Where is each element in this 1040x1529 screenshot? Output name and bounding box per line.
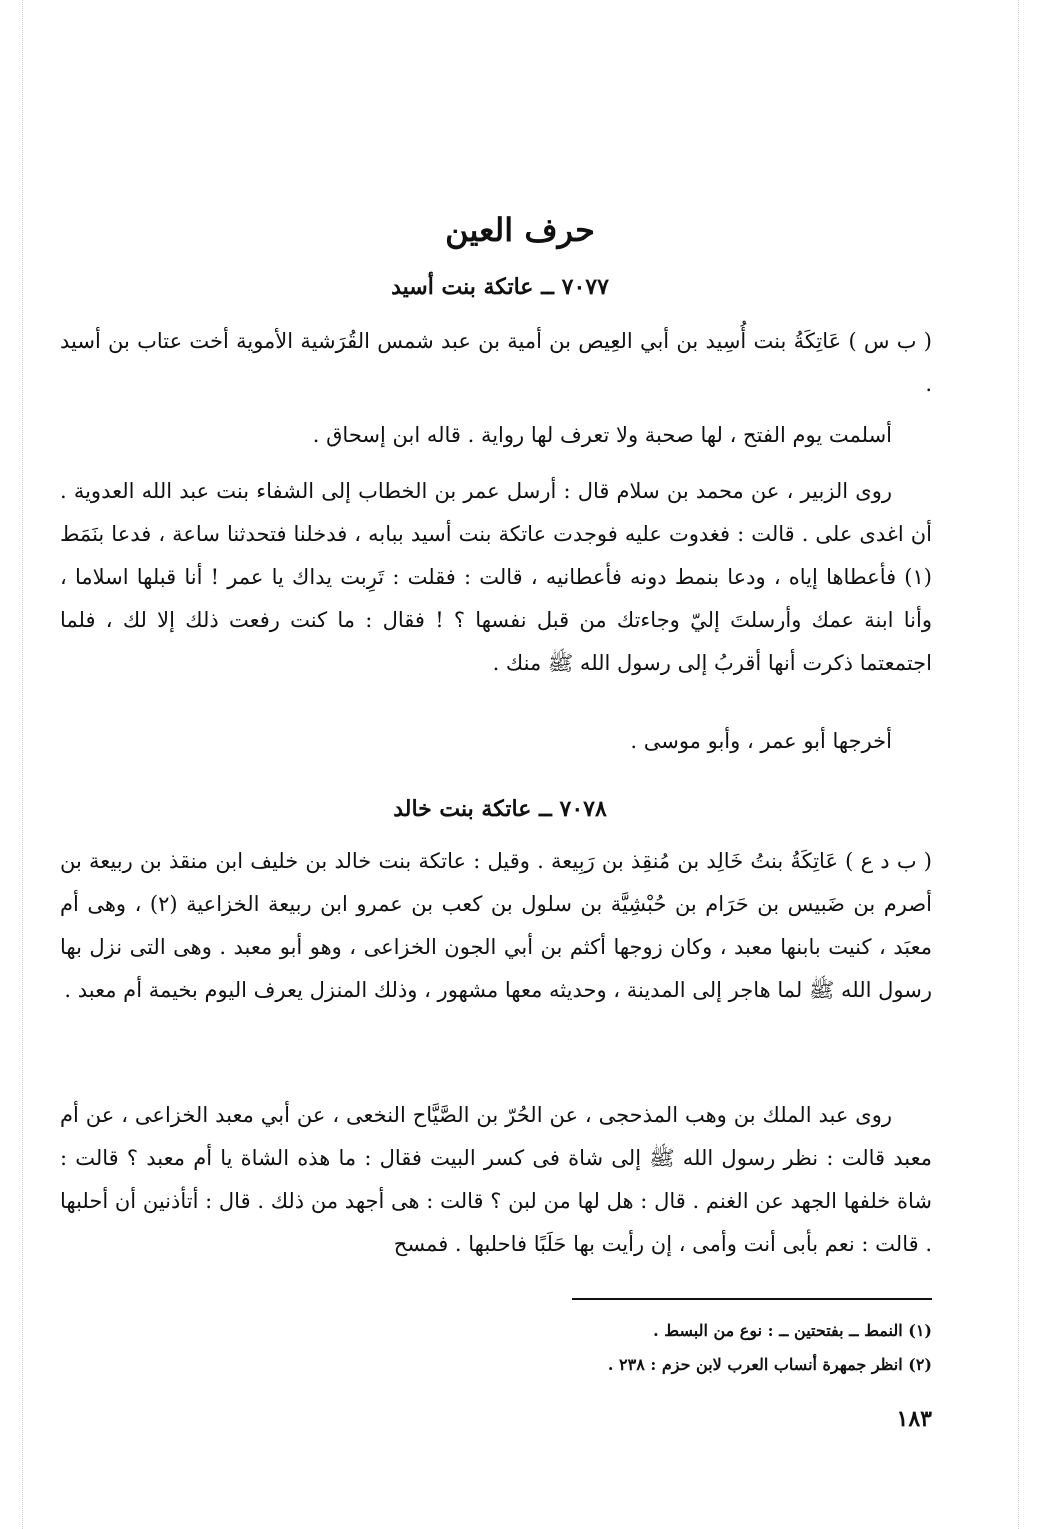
entry-heading-7077: ٧٠٧٧ ــ عاتكة بنت أسيد — [391, 274, 609, 300]
entry-7078-paragraph-1: ( ب د ع ) عَاتِكَةُ بنتُ خَالِد بن مُنقِذ بن رَبِيعة . وقيل : عاتكة بنت خالد بن خليف ابن منقذ بن ربيعة بن أصرم بن ضَبيس بن حَرَام بن حُبْشِيَّة بن سلول بن كعب بن عمرو ابن ربيعة الخزاعية (٢) ، وهى أم معبَد ، كنيت بابنها معبد ، وكان زوجها أكثم بن أبي الجون الخزاعى ، وهو أبو معبد . وهى التى نزل بها رسول الله ﷺ لما هاجر إلى المدينة ، وحديثه معها مشهور ، وذلك المنزل يعرف اليوم بخيمة أم معبد . — [60, 849, 932, 1002]
footnote-2: (٢) انظر جمهرة أنساب العرب لابن حزم : ٢٣٨ . — [607, 1355, 932, 1374]
entry-7077-paragraph-2: أسلمت يوم الفتح ، لها صحبة ولا تعرف لها رواية . قاله ابن إسحاق . — [312, 423, 892, 447]
chapter-title: حرف العين — [445, 211, 595, 249]
entry-7077-paragraph-3: روى الزبير ، عن محمد بن سلام قال : أرسل عمر بن الخطاب إلى الشفاء بنت عبد الله العدوية . أن اغدى على . قالت : فغدوت عليه فوجدت عاتكة بنت أسيد ببابه ، فدخلنا فتحدثنا ساعة ، فدعا بنَمَط (١) فأعطاها إياه ، ودعا بنمط دونه فأعطانيه ، قالت : فقلت : تَرِبت يداك يا عمر ! أنا قبلها اسلاما ، وأنا ابنة عمك وأرسلتَ إليّ وجاءتك من قبل نفسها ؟ ! فقال : ما كنت رفعت ذلك إلا لك ، فلما اجتمعتما ذكرت أنها أقربُ إلى رسول الله ﷺ منك . — [60, 479, 932, 675]
footnote-separator — [572, 1298, 932, 1300]
entry-7077-paragraph-4: أخرجها أبو عمر ، وأبو موسى . — [630, 729, 892, 753]
entry-7078-paragraph-2: روى عبد الملك بن وهب المذحجى ، عن الحُرّ بن الصَّيَّاح النخعى ، عن أبي معبد الخزاعى ، عن أم معبد قالت : نظر رسول الله ﷺ إلى شاة فى كسر البيت فقال : ما هذه الشاة يا أم معبد ؟ قالت : شاة خلفها الجهد عن الغنم . قال : هل لها من لبن ؟ قالت : هى أجهد من ذلك . قال : أتأذنين أن أحلبها . قالت : نعم بأبى أنت وأمى ، إن رأيت بها حَلَبًا فاحلبها . فمسح — [60, 1103, 932, 1256]
entry-7077-paragraph-1: ( ب س ) عَاتِكَةُ بنت أُسِيد بن أبي العِيص بن أمية بن عبد شمس القُرَشية الأموية أخت عتاب بن أسيد . — [60, 329, 932, 396]
footnote-1: (١) النمط ــ بفتحتين ــ : نوع من البسط . — [653, 1321, 932, 1340]
entry-heading-7078: ٧٠٧٨ ــ عاتكة بنت خالد — [393, 796, 607, 822]
page-number: ١٨٣ — [896, 1406, 932, 1432]
